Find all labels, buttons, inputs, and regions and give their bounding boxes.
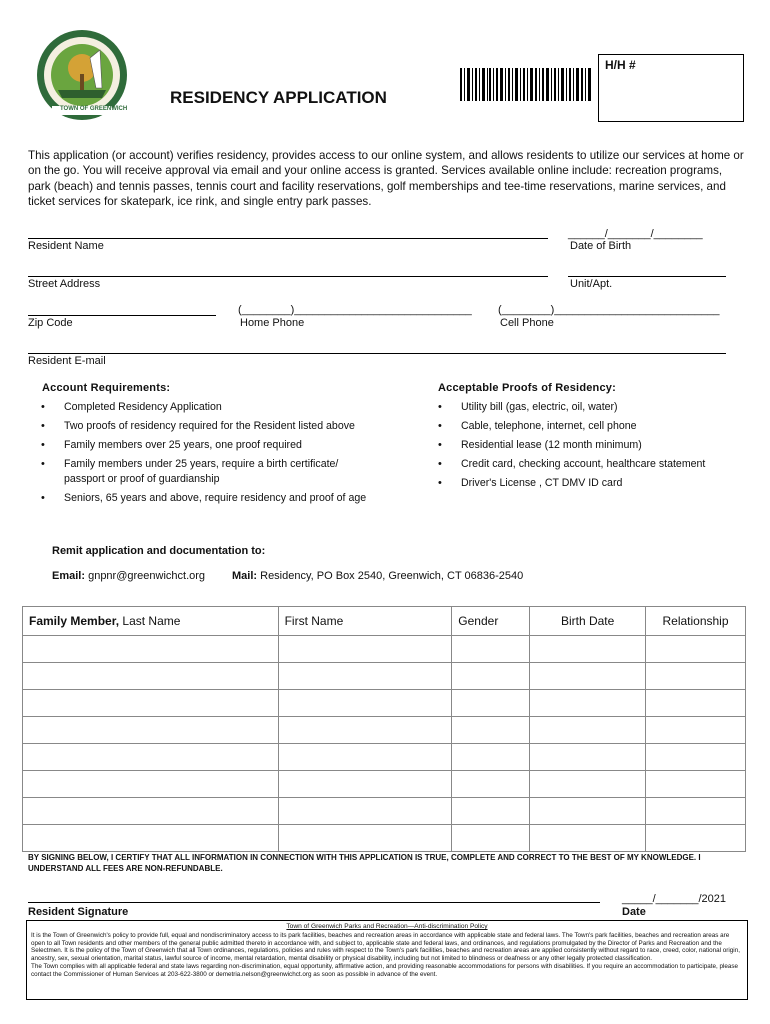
table-cell[interactable] [278,825,452,852]
table-row[interactable] [23,636,746,663]
table-cell[interactable] [452,663,530,690]
home-phone-label: Home Phone [240,317,305,329]
table-header-row [23,607,746,636]
table-cell[interactable] [278,636,452,663]
account-requirements-list [40,400,400,506]
street-address-label: Street Address [28,278,101,290]
table-cell[interactable] [530,744,646,771]
table-cell[interactable] [646,663,746,690]
zip-code-label: Zip Code [28,317,73,329]
table-cell[interactable] [452,798,530,825]
household-number-box[interactable] [598,54,744,122]
column-header-last-name-text: Last Name [122,614,181,628]
table-cell[interactable] [278,798,452,825]
list-item: • Completed Residency Application [40,400,400,415]
table-cell[interactable] [530,717,646,744]
remit-email [52,570,205,582]
street-address-field[interactable] [28,276,548,277]
unit-field[interactable] [568,276,726,277]
department-logo [30,28,134,122]
cell-phone-label: Cell Phone [500,317,554,329]
home-phone-field[interactable]: (________)_____________________________ [238,304,472,316]
email-label: Resident E-mail [28,355,106,367]
anti-discrimination-policy [26,920,748,1000]
table-row[interactable] [23,798,746,825]
policy-paragraph-2: The Town complies with all applicable federal and state laws regarding non-discrimination, equal opportunity, affirmative action, and providing reasonable accommodations for persons with disabilities. If you require an accommodation to participate, please contact the Commissioner of Human Services at 203-622-3800 or demetria.nelson@greenwichct.org as soon as possible in advance of the event. [31,962,739,978]
table-cell[interactable] [278,744,452,771]
remit-mail [232,570,523,582]
table-cell[interactable] [530,663,646,690]
table-cell[interactable] [23,744,279,771]
table-cell[interactable] [23,690,279,717]
list-item: • Driver's License , CT DMV ID card [437,476,747,491]
page-title: RESIDENCY APPLICATION [170,88,387,107]
table-cell[interactable] [530,690,646,717]
column-header-family-member: Family Member, [29,614,120,628]
table-cell[interactable] [646,771,746,798]
certification-statement: BY SIGNING BELOW, I CERTIFY THAT ALL INFORMATION IN CONNECTION WITH THIS APPLICATION IS TRUE, COMPLETE AND CORRECT TO THE BEST OF MY KNOWLEDGE. I UNDERSTAND ALL FEES ARE NON-REFUNDABLE. [28,853,701,873]
table-cell[interactable] [278,717,452,744]
table-cell[interactable] [646,636,746,663]
column-header-last-name [23,607,279,636]
table-row[interactable] [23,825,746,852]
signature-date-field[interactable]: _____/_______/2021 [622,893,726,905]
remit-email-label: Email: [52,570,86,582]
barcode [460,68,592,101]
table-row[interactable] [23,744,746,771]
logo-town-text: TOWN OF GREENWICH [60,106,128,112]
list-item: • Seniors, 65 years and above, require residency and proof of age [40,491,400,506]
table-cell[interactable] [452,717,530,744]
policy-title: Town of Greenwich Parks and Recreation—Anti-discrimination Policy [286,923,488,930]
remit-mail-label: Mail: [232,570,258,582]
table-cell[interactable] [278,663,452,690]
table-row[interactable] [23,690,746,717]
family-members-table [22,606,746,852]
signature-date-label: Date [622,906,646,918]
table-cell[interactable] [23,636,279,663]
remit-mail-value: Residency, PO Box 2540, Greenwich, CT 06836-2540 [260,570,524,582]
proofs-heading: Acceptable Proofs of Residency: [438,382,616,394]
date-of-birth-field[interactable]: ______/_______/________ [568,228,703,240]
table-cell[interactable] [452,690,530,717]
table-cell[interactable] [646,744,746,771]
policy-paragraph-1: It is the Town of Greenwich's policy to provide full, equal and nondiscriminatory access to its park facilities, beaches and recreation areas in accordance with applicable state and federal laws. The Town's park facilities, beaches and recreation areas are open to all Town residents and other members of the general public admitted thereto in accordance with, and subject to, applicable state and federal laws, and ordinances, and regulations promulgated by the Director of Parks and Recreation and the Selectmen. It is the policy of the Town of Greenwich that all Town ordinances, regulations, policies and rules with respect to the Town's park facilities, beaches and recreation areas are applied consistently without regard to race, creed, color, national origin, ancestry, sex, sexual orientation, marital status, lawful source of income, mental retardation, mental disability or physical disability, including but not limited to blindness or deafness or any other legally protected classification. [31,931,740,963]
resident-name-label: Resident Name [28,240,104,252]
table-cell[interactable] [530,636,646,663]
table-cell[interactable] [278,690,452,717]
table-cell[interactable] [530,771,646,798]
table-cell[interactable] [23,663,279,690]
table-cell[interactable] [646,798,746,825]
signature-label: Resident Signature [28,906,129,918]
column-header-birth-date: Birth Date [530,607,646,636]
cell-phone-field[interactable]: (________)___________________________ [498,304,720,316]
email-field[interactable] [28,353,726,354]
unit-label: Unit/Apt. [570,278,613,290]
column-header-relationship: Relationship [646,607,746,636]
list-item: • Family members over 25 years, one proof required [40,438,400,453]
date-of-birth-label: Date of Birth [570,240,632,252]
resident-name-field[interactable] [28,238,548,239]
signature-field[interactable] [28,902,600,903]
table-cell[interactable] [278,771,452,798]
table-cell[interactable] [452,636,530,663]
remit-heading: Remit application and documentation to: [52,545,266,557]
column-header-gender: Gender [452,607,530,636]
list-item: • Family members under 25 years, require a birth certificate/ passport or proof of guardianship [40,457,364,487]
proofs-list [437,400,747,491]
list-item: • Utility bill (gas, electric, oil, water) [437,400,747,415]
zip-code-field[interactable] [28,315,216,316]
table-cell[interactable] [452,771,530,798]
table-cell[interactable] [646,717,746,744]
table-cell[interactable] [23,825,279,852]
list-item: • Cable, telephone, internet, cell phone [437,419,747,434]
table-row[interactable] [23,717,746,744]
column-header-first-name: First Name [278,607,452,636]
intro-paragraph: This application (or account) verifies residency, provides access to our online system, and allows residents to utilize our services at home or on the go. You will receive approval via email and your online access is granted. Services available online include: recreation programs, park (beach) and tennis passes, tennis court and facility reservations, golf memberships and tee-time reservations, marine services, and ticket services for skatepark, ice rink, and single entry park passes. [28,149,744,208]
household-number-label: H/H # [605,58,636,72]
table-cell[interactable] [452,744,530,771]
table-cell[interactable] [530,825,646,852]
table-cell[interactable] [23,798,279,825]
table-row[interactable] [23,663,746,690]
account-requirements-heading: Account Requirements: [42,382,171,394]
list-item: • Two proofs of residency required for the Resident listed above [40,419,400,434]
table-cell[interactable] [646,825,746,852]
table-cell[interactable] [530,798,646,825]
table-cell[interactable] [452,825,530,852]
list-item: • Credit card, checking account, healthcare statement [437,457,747,472]
remit-email-value[interactable]: gnpnr@greenwichct.org [88,570,206,582]
table-cell[interactable] [646,690,746,717]
table-row[interactable] [23,771,746,798]
table-cell[interactable] [23,771,279,798]
table-cell[interactable] [23,717,279,744]
list-item: • Residential lease (12 month minimum) [437,438,747,453]
policy-body [27,931,747,980]
